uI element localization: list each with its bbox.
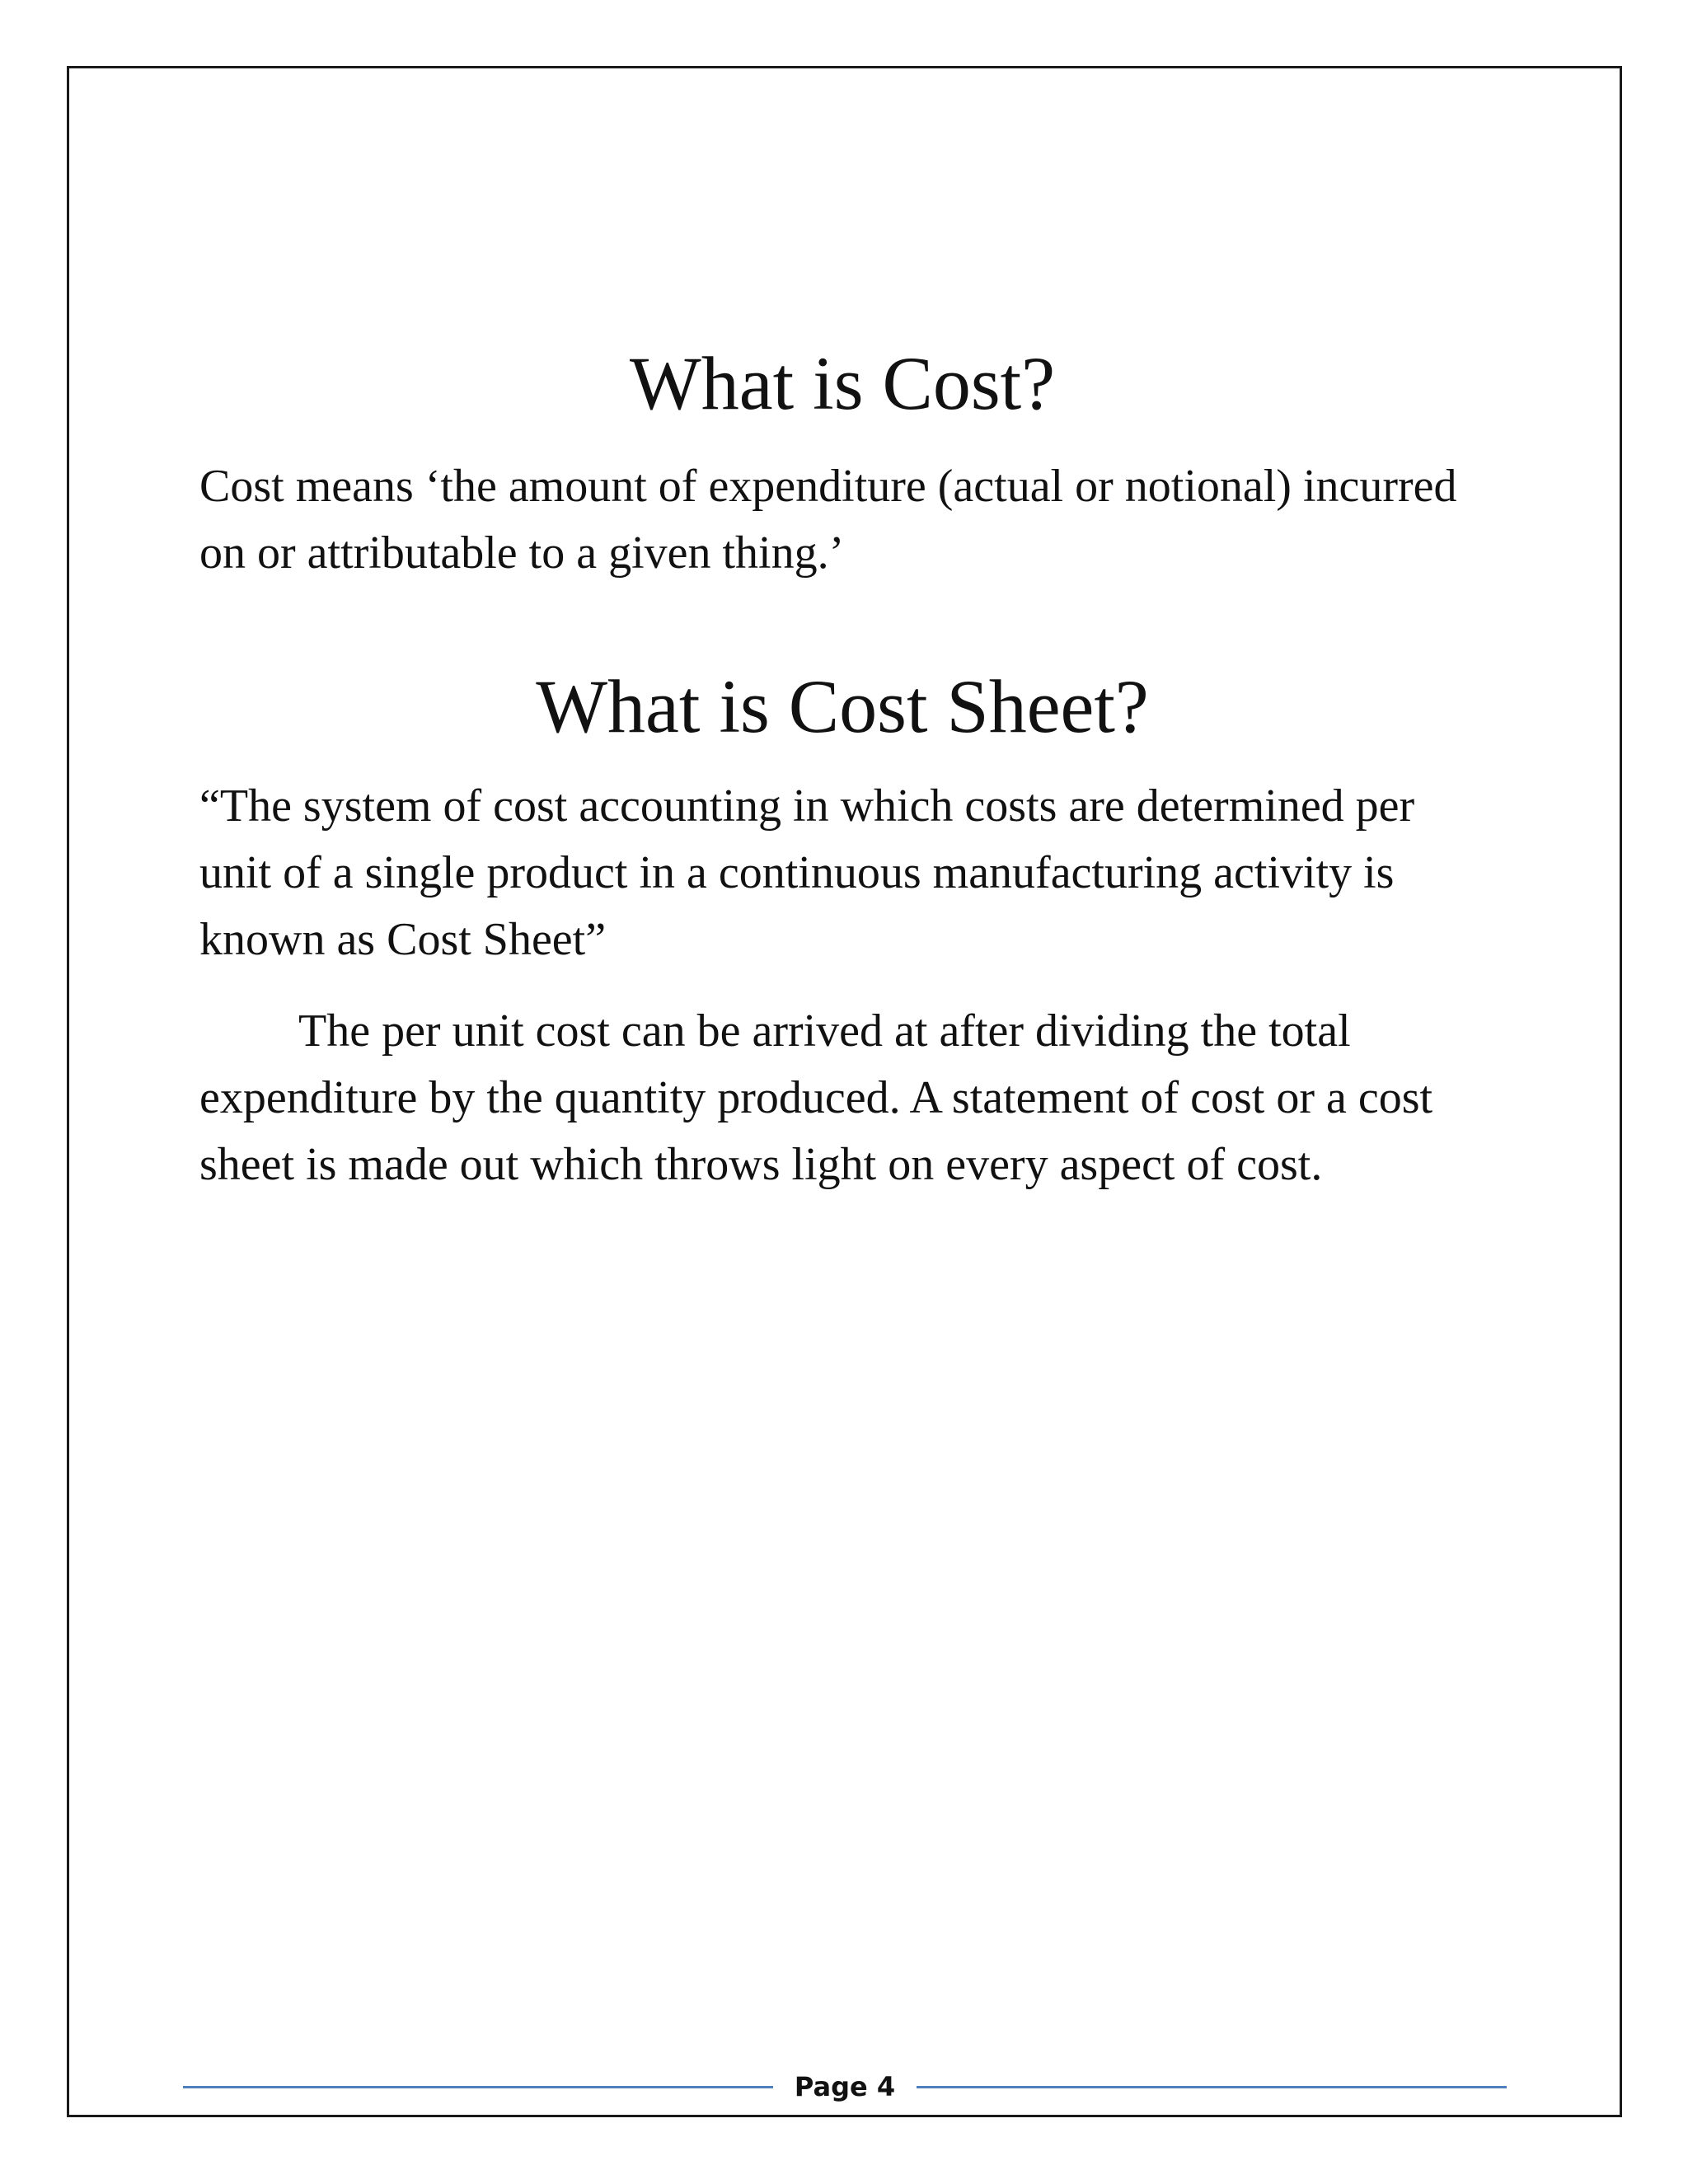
page-number: Page 4 xyxy=(794,2071,896,2102)
cost-sheet-explanation-paragraph: The per unit cost can be arrived at after dividing the total expenditure by the quantity produced. A statement of cost or a cost sheet is made out which throws light on every aspect of cost. xyxy=(199,1005,1433,1191)
cost-definition-paragraph: Cost means ‘the amount of expenditure (actual or notional) incurred on or attributable to a given thing.’ xyxy=(199,461,1457,579)
heading-what-is-cost: What is Cost? xyxy=(629,341,1056,425)
footer-rule-right xyxy=(917,2086,1507,2088)
cost-sheet-definition-quote: “The system of cost accounting in which costs are determined per unit of a single product in a continuous manufacturing activity is known as Cost Sheet” xyxy=(199,780,1415,966)
heading-what-is-cost-sheet: What is Cost Sheet? xyxy=(536,664,1149,749)
page-content xyxy=(199,342,1485,1198)
page-footer xyxy=(183,2070,1507,2103)
footer-rule-left xyxy=(183,2086,773,2088)
